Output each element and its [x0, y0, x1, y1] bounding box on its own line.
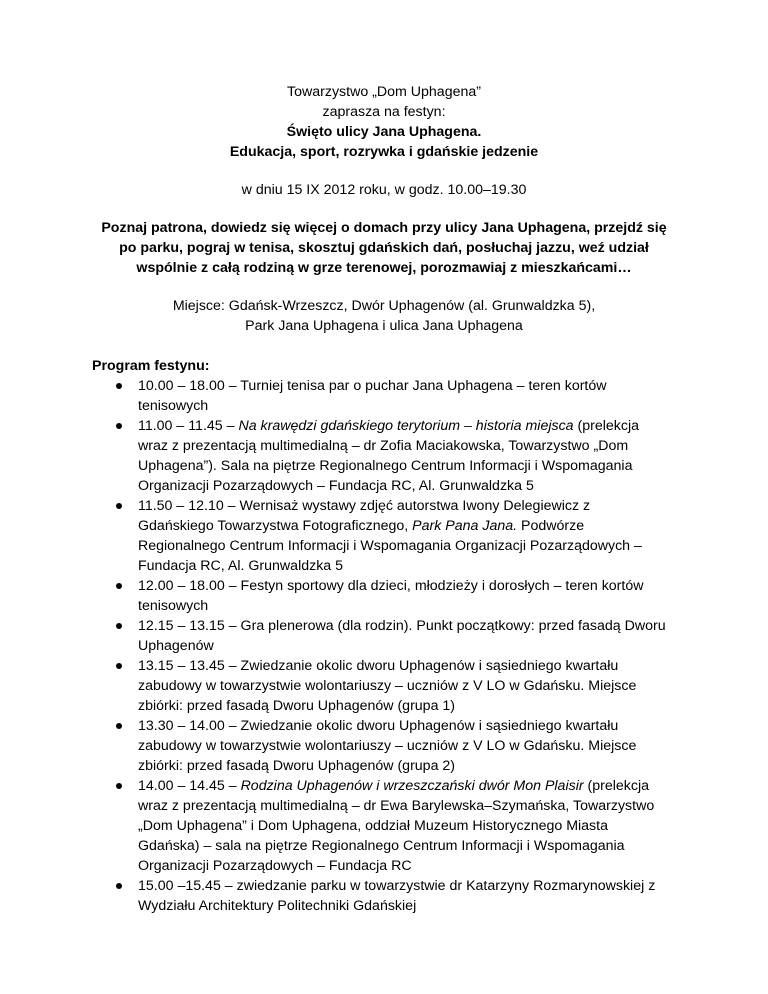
invitation-header — [92, 82, 676, 162]
item-text: 13.30 – 14.00 – Zwiedzanie okolic dworu Uphagenów i sąsiedniego kwartału zabudowy w towarzystwie wolontariuszy – uczniów z V LO w Gdańsku. Miejsce zbiórki: przed fasadą Dworu Uphagenów (grupa 2) — [138, 718, 637, 774]
lead-paragraph: Poznaj patrona, dowiedz się więcej o domach przy ulicy Jana Uphagena, przejdź się po parku, pograj w tenisa, skosztuj gdańskich dań, posłuchaj jazzu, weź udział wspólnie z całą rodziną w grze terenowej, porozmawiaj z mieszkańcami… — [101, 220, 667, 276]
bullet-icon — [116, 623, 122, 629]
lecture-title: Rodzina Uphagenów i wrzeszczański dwór Mon Plaisir — [240, 778, 584, 794]
item-text: 10.00 – 18.00 – Turniej tenisa par o puchar Jana Uphagena – teren kortów tenisowych — [138, 378, 607, 414]
item-text: 15.00 –15.45 – zwiedzanie parku w towarzystwie dr Katarzyny Rozmarynowskiej z Wydziału Architektury Politechniki Gdańskiej — [138, 878, 656, 914]
place-line-2: Park Jana Uphagena i ulica Jana Uphagena — [245, 318, 523, 334]
lecture-title: Na krawędzi gdańskiego terytorium – historia miejsca — [238, 418, 574, 434]
list-item — [92, 496, 676, 576]
bullet-icon — [116, 383, 122, 389]
event-place — [92, 296, 676, 336]
bullet-icon — [116, 723, 122, 729]
program-title: Program festynu: — [92, 358, 210, 374]
place-line-1: Miejsce: Gdańsk-Wrzeszcz, Dwór Uphagenów (al. Grunwaldzka 5), — [172, 298, 596, 314]
bullet-icon — [116, 663, 122, 669]
bullet-icon — [116, 503, 122, 509]
program-list — [92, 376, 676, 916]
bullet-icon — [116, 423, 122, 429]
list-item — [92, 416, 676, 496]
list-item — [92, 376, 676, 416]
invite-line: zaprasza na festyn: — [322, 104, 446, 120]
list-item — [92, 716, 676, 776]
list-item — [92, 656, 676, 716]
item-text: 14.00 – 14.45 – — [138, 778, 241, 794]
event-subtitle: Edukacja, sport, rozrywka i gdańskie jedzenie — [229, 144, 539, 160]
item-text: 11.00 – 11.45 – — [138, 418, 239, 434]
item-text: 11.50 – 12.10 – Wernisaż wystawy zdjęć autorstwa Iwony Delegiewicz z Gdańskiego Towarzystwa Fotograficznego, — [138, 498, 591, 534]
event-date: w dniu 15 IX 2012 roku, w godz. 10.00–19.30 — [241, 182, 527, 198]
bullet-icon — [116, 783, 122, 789]
list-item — [92, 576, 676, 616]
item-text: 13.15 – 13.45 – Zwiedzanie okolic dworu Uphagenów i sąsiedniego kwartału zabudowy w towarzystwie wolontariuszy – uczniów z V LO w Gdańsku. Miejsce zbiórki: przed fasadą Dworu Uphagenów (grupa 1) — [138, 658, 637, 714]
list-item — [92, 616, 676, 656]
item-text: 12.15 – 13.15 – Gra plenerowa (dla rodzin). Punkt początkowy: przed fasadą Dworu Uphagenów — [138, 618, 666, 654]
bullet-icon — [116, 583, 122, 589]
item-text-rest: Podwórze Regionalnego Centrum Informacji i Wspomagania Organizacji Pozarządowych – Fundacja RC, Al. Grunwaldzka 5 — [138, 518, 642, 574]
item-text-rest: (prelekcja wraz z prezentacją multimedialną – dr Zofia Maciakowska, Towarzystwo „Dom Uphagena”). Sala na piętrze Regionalnego Centrum Informacji i Wspomagania Organizacji Pozarządowych – Fundacja RC, Al. Grunwaldzka 5 — [138, 418, 640, 494]
bullet-icon — [116, 883, 122, 889]
item-text-rest: (prelekcja wraz z prezentacją multimedialną – dr Ewa Barylewska–Szymańska, Towarzystwo „Dom Uphagena” i Dom Uphagena, oddział Muzeum Historycznego Miasta Gdańska) – sala na piętrze Regionalnego Centrum Informacji i Wspomagania Organizacji Pozarządowych – Fundacja RC — [138, 778, 655, 874]
organizer-line: Towarzystwo „Dom Uphagena” — [287, 84, 481, 100]
list-item — [92, 876, 676, 916]
event-title: Święto ulicy Jana Uphagena. — [286, 124, 482, 140]
item-text: 12.00 – 18.00 – Festyn sportowy dla dzieci, młodzieży i dorosłych – teren kortów tenisowych — [138, 578, 644, 614]
list-item — [92, 776, 676, 876]
exhibition-title: Park Pana Jana. — [412, 518, 518, 534]
